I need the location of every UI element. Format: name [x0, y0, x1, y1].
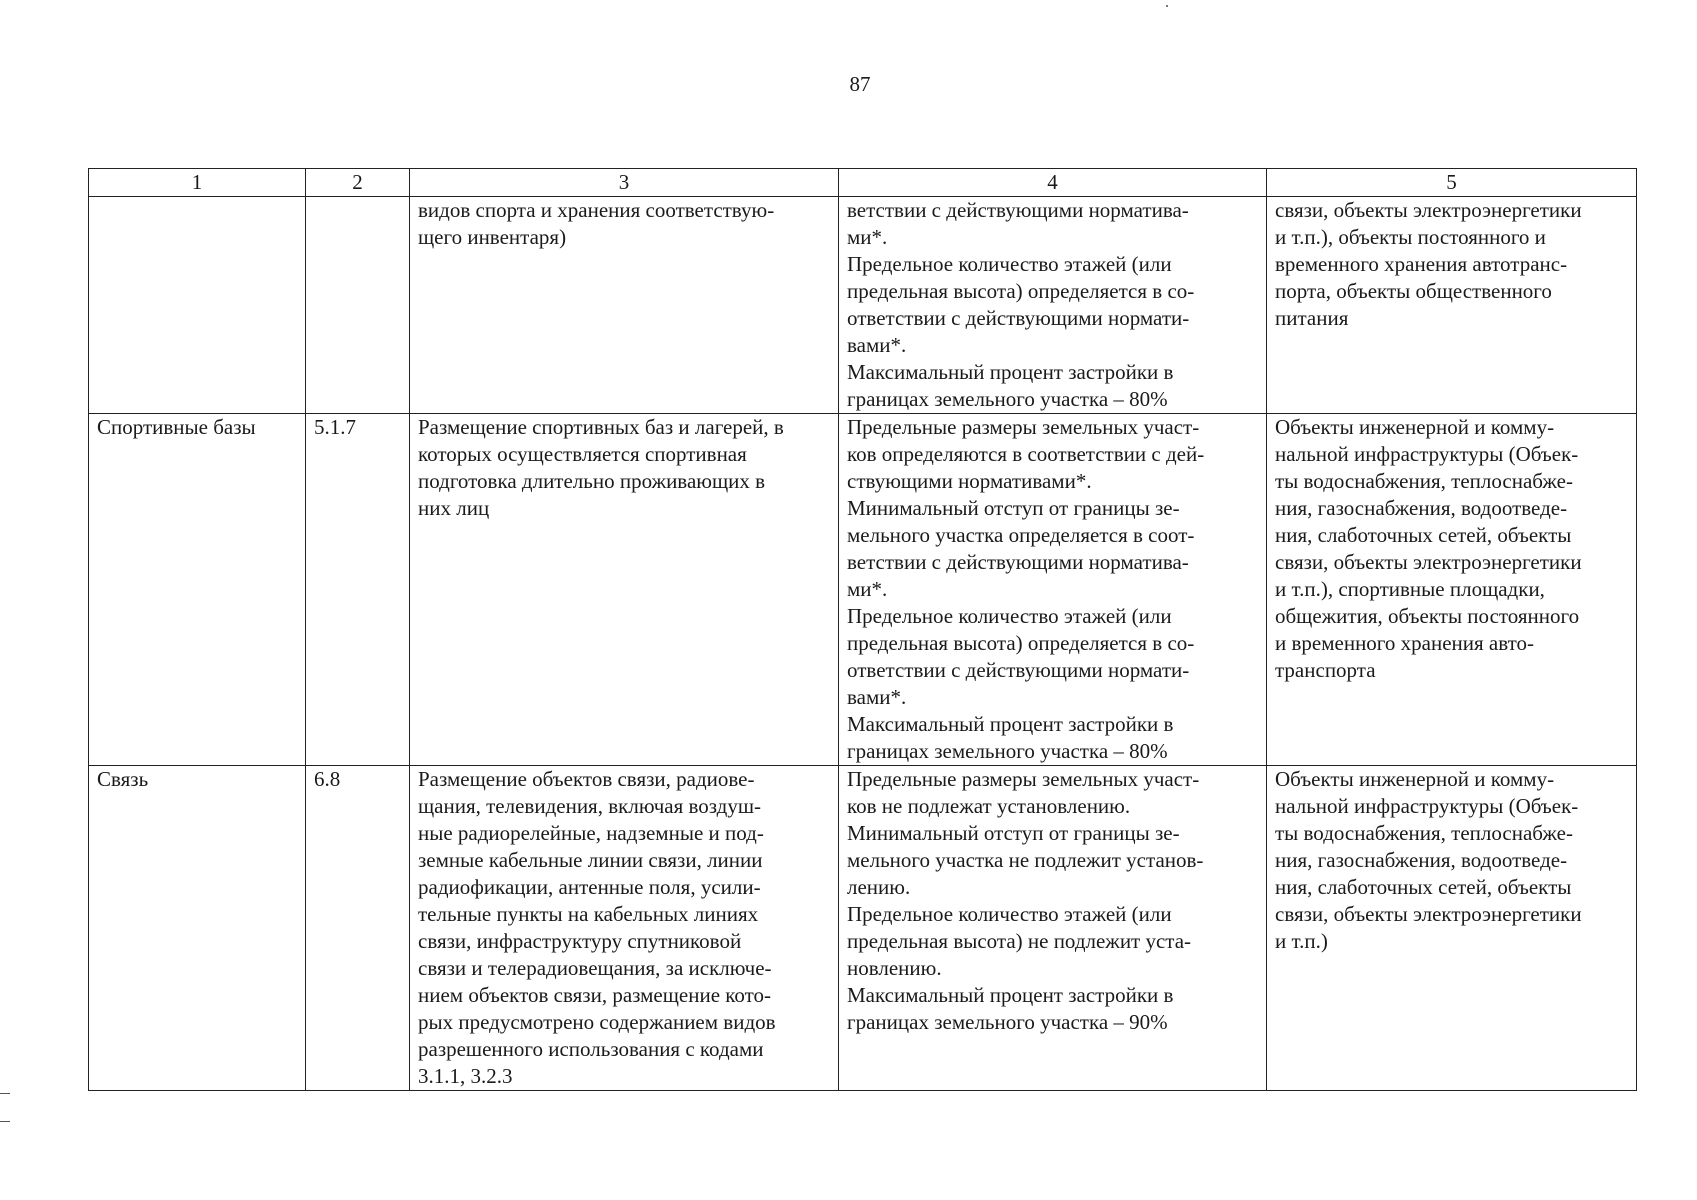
land-use-name-cell — [89, 197, 306, 414]
building-parameters-cell — [839, 766, 1267, 1091]
land-use-code-cell — [306, 197, 410, 414]
cell-text-line: временного хранения автотранс- — [1275, 252, 1568, 276]
land-use-description-cell — [410, 197, 839, 414]
cell-text-line: которых осуществляется спортивная — [418, 442, 747, 466]
column-header: 4 — [839, 169, 1267, 197]
cell-text-line: связи, объекты электроэнергетики — [1275, 198, 1582, 222]
cell-text-line: ков не подлежат установлению. — [847, 794, 1131, 818]
cell-text-line: Предельное количество этажей (или — [847, 902, 1172, 926]
cell-text-line: ветствии с действующими норматива- — [847, 198, 1189, 222]
cell-text-line: предельная высота) определяется в со- — [847, 279, 1195, 303]
cell-text-line: питания — [1275, 306, 1349, 330]
scan-artifact-dot — [1166, 5, 1168, 7]
cell-text-line: вами*. — [847, 685, 907, 709]
cell-text-line: ты водоснабжения, теплоснабже- — [1275, 821, 1573, 845]
cell-text-line: Объекты инженерной и комму- — [1275, 415, 1555, 439]
cell-text-line: рых предусмотрено содержанием видов — [418, 1010, 776, 1034]
cell-text-line: Максимальный процент застройки в — [847, 983, 1174, 1007]
table-body — [89, 197, 1637, 1091]
cell-text-line: лению. — [847, 875, 911, 899]
cell-text-line: щего инвентаря) — [418, 225, 567, 249]
cell-text-line: Предельное количество этажей (или — [847, 252, 1172, 276]
cell-text-line: нальной инфраструктуры (Объек- — [1275, 442, 1579, 466]
cell-text-line: подготовка длительно проживающих в — [418, 469, 766, 493]
table-row — [89, 766, 1637, 1091]
land-use-code-cell — [306, 766, 410, 1091]
cell-text-line: Предельные размеры земельных участ- — [847, 767, 1200, 791]
cell-text-line: Минимальный отступ от границы зе- — [847, 496, 1180, 520]
scan-artifact-mark — [0, 1093, 10, 1094]
cell-text-line: радиофикации, антенные поля, усили- — [418, 875, 761, 899]
cell-text-line: ствующими нормативами*. — [847, 469, 1092, 493]
cell-text-line: ные радиорелейные, надземные и под- — [418, 821, 764, 845]
cell-text-line: Размещение спортивных баз и лагерей, в — [418, 415, 784, 439]
cell-text-line: мельного участка определяется в соот- — [847, 523, 1195, 547]
cell-text-line: мельного участка не подлежит установ- — [847, 848, 1204, 872]
cell-text-line: разрешенного использования с кодами — [418, 1037, 764, 1061]
cell-text-line: предельная высота) не подлежит уста- — [847, 929, 1192, 953]
column-header: 5 — [1267, 169, 1637, 197]
land-use-description-cell — [410, 766, 839, 1091]
cell-text-line: порта, объекты общественного — [1275, 279, 1552, 303]
cell-text-line: связи, объекты электроэнергетики — [1275, 550, 1582, 574]
cell-text-line: транспорта — [1275, 658, 1376, 682]
page-number: 87 — [849, 72, 871, 96]
cell-text-line: видов спорта и хранения соответствую- — [418, 198, 775, 222]
cell-text-line: 3.1.1, 3.2.3 — [418, 1064, 513, 1088]
cell-text-line: Спортивные базы — [97, 415, 256, 439]
cell-text-line: щания, телевидения, включая воздуш- — [418, 794, 762, 818]
cell-text-line: общежития, объекты постоянного — [1275, 604, 1580, 628]
cell-text-line: и т.п.), объекты постоянного и — [1275, 225, 1546, 249]
auxiliary-uses-cell — [1267, 414, 1637, 766]
cell-text-line: 5.1.7 — [314, 415, 356, 439]
cell-text-line: Связь — [97, 767, 149, 791]
cell-text-line: связи, инфраструктуру спутниковой — [418, 929, 742, 953]
land-use-name-cell — [89, 766, 306, 1091]
cell-text-line: Объекты инженерной и комму- — [1275, 767, 1555, 791]
cell-text-line: Максимальный процент застройки в — [847, 360, 1174, 384]
cell-text-line: ния, газоснабжения, водоотведе- — [1275, 848, 1568, 872]
land-use-code-cell — [306, 414, 410, 766]
building-parameters-cell — [839, 197, 1267, 414]
cell-text-line: них лиц — [418, 496, 490, 520]
cell-text-line: ми*. — [847, 577, 888, 601]
cell-text-line: ветствии с действующими норматива- — [847, 550, 1189, 574]
cell-text-line: Размещение объектов связи, радиове- — [418, 767, 755, 791]
table-row — [89, 414, 1637, 766]
building-parameters-cell — [839, 414, 1267, 766]
cell-text-line: вами*. — [847, 333, 907, 357]
cell-text-line: ответствии с действующими нормати- — [847, 306, 1190, 330]
cell-text-line: границах земельного участка – 90% — [847, 1010, 1168, 1034]
cell-text-line: нием объектов связи, размещение кото- — [418, 983, 772, 1007]
cell-text-line: ния, газоснабжения, водоотведе- — [1275, 496, 1568, 520]
cell-text-line: и временного хранения авто- — [1275, 631, 1535, 655]
cell-text-line: 6.8 — [314, 767, 341, 791]
land-use-description-cell — [410, 414, 839, 766]
column-header: 1 — [89, 169, 306, 197]
column-header: 2 — [306, 169, 410, 197]
cell-text-line: ты водоснабжения, теплоснабже- — [1275, 469, 1573, 493]
cell-text-line: и т.п.) — [1275, 929, 1328, 953]
cell-text-line: Предельное количество этажей (или — [847, 604, 1172, 628]
scan-artifact-mark — [0, 1121, 10, 1122]
table-row — [89, 197, 1637, 414]
cell-text-line: Максимальный процент застройки в — [847, 712, 1174, 736]
cell-text-line: земные кабельные линии связи, линии — [418, 848, 763, 872]
cell-text-line: ния, слаботочных сетей, объекты — [1275, 875, 1572, 899]
cell-text-line: новлению. — [847, 956, 942, 980]
land-use-name-cell — [89, 414, 306, 766]
cell-text-line: границах земельного участка – 80% — [847, 387, 1168, 411]
cell-text-line: ответствии с действующими нормати- — [847, 658, 1190, 682]
cell-text-line: Минимальный отступ от границы зе- — [847, 821, 1180, 845]
cell-text-line: тельные пункты на кабельных линиях — [418, 902, 759, 926]
cell-text-line: нальной инфраструктуры (Объек- — [1275, 794, 1579, 818]
cell-text-line: ми*. — [847, 225, 888, 249]
cell-text-line: границах земельного участка – 80% — [847, 739, 1168, 763]
header-row — [89, 169, 1637, 197]
cell-text-line: и т.п.), спортивные площадки, — [1275, 577, 1545, 601]
cell-text-line: предельная высота) определяется в со- — [847, 631, 1195, 655]
land-use-table — [88, 168, 1637, 1091]
auxiliary-uses-cell — [1267, 197, 1637, 414]
auxiliary-uses-cell — [1267, 766, 1637, 1091]
cell-text-line: Предельные размеры земельных участ- — [847, 415, 1200, 439]
table-header — [89, 169, 1637, 197]
column-header: 3 — [410, 169, 839, 197]
cell-text-line: связи и телерадиовещания, за исключе- — [418, 956, 772, 980]
cell-text-line: ния, слаботочных сетей, объекты — [1275, 523, 1572, 547]
cell-text-line: ков определяются в соответствии с дей- — [847, 442, 1205, 466]
cell-text-line: связи, объекты электроэнергетики — [1275, 902, 1582, 926]
